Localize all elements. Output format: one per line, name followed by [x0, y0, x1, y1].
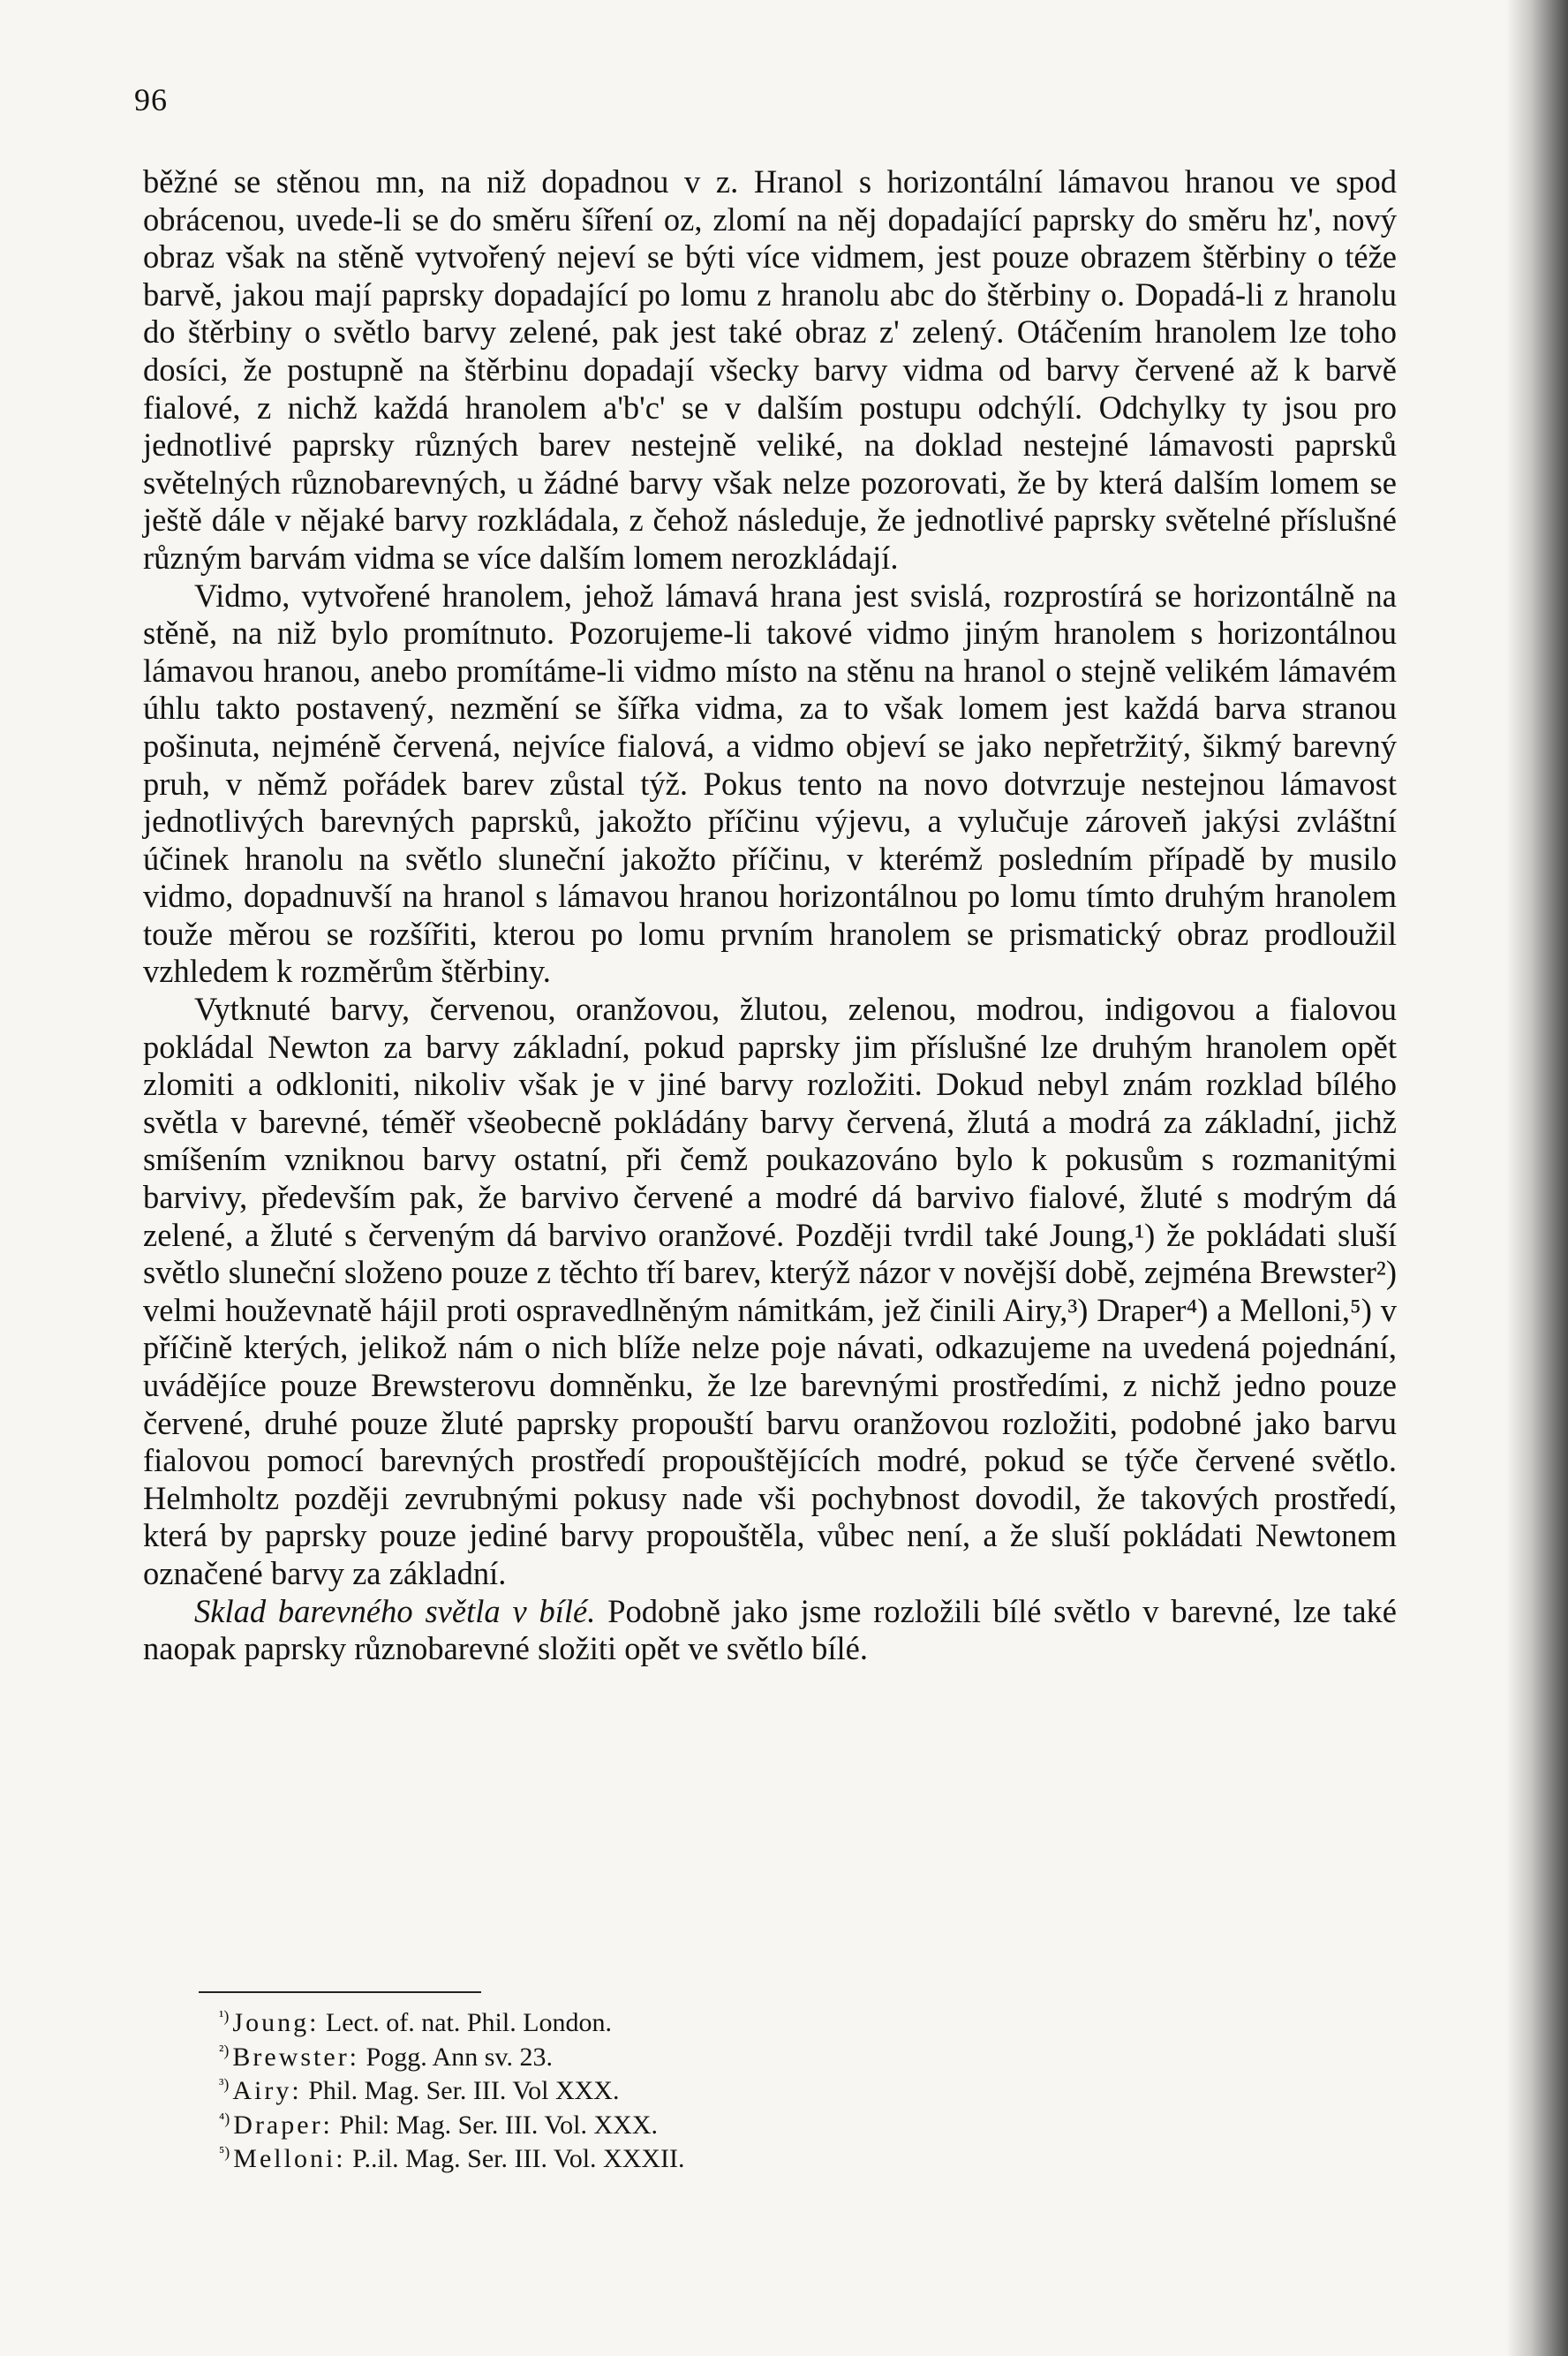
footnote-reference: Phil. Mag. Ser. III. Vol XXX.	[308, 2076, 620, 2105]
footnote-mark: ⁴)	[219, 2109, 230, 2127]
footnote-mark: ³)	[219, 2075, 230, 2093]
body-text	[143, 163, 1397, 1668]
footnote-author: Draper:	[233, 2110, 333, 2140]
footnote-author: Joung:	[232, 2008, 320, 2037]
emphasized-term: Sklad barevného světla v bílé.	[194, 1592, 596, 1629]
footnote-mark: ⁵)	[219, 2143, 230, 2161]
footnote-mark: ¹)	[219, 2007, 230, 2025]
paragraph-4	[143, 1593, 1397, 1668]
footnote-rule	[199, 1991, 481, 1993]
footnote	[219, 2037, 1014, 2072]
paragraph-1: běžné se stěnou mn, na niž dopadnou v z. Hranol s horizontální lámavou hranou ve spod obrácenou, uvede-li se do směru šíření oz, zlomí na něj dopadající paprsky do směru hz', nový obraz však na stěně vytvořený nejeví se býti více vidmem, jest pouze obrazem štěrbiny o téže barvě, jakou mají paprsky dopadající po lomu z hranolu abc do štěrbiny o. Dopadá-li z hranolu do štěrbiny o světlo barvy zelené, pak jest také obraz z' zelený. Otáčením hranolem lze toho dosíci, že postupně na štěrbinu dopadají všecky barvy vidma od barvy červené až k barvě fialové, z nichž každá hranolem a'b'c' se v dalším postupu odchýlí. Odchylky ty jsou pro jednotlivé paprsky různých barev nestejně veliké, na doklad nestejné lámavosti paprsků světelných různobarevných, u žádné barvy však nelze pozorovati, že by která dalším lomem se ještě dále v nějaké barvy rozkládala, z čehož následuje, že jednotlivé paprsky světelné příslušné různým barvám vidma se více dalším lomem nerozkládají.	[143, 163, 1397, 576]
footnote	[219, 2003, 1014, 2037]
footnote-reference: Phil: Mag. Ser. III. Vol. XXX.	[339, 2110, 658, 2140]
footnote-mark: ²)	[219, 2041, 230, 2059]
paragraph-2: Vidmo, vytvořené hranolem, jehož lámavá hrana jest svislá, rozprostírá se horizontálně na stěně, na niž bylo promítnuto. Pozorujeme-li takové vidmo jiným hranolem s horizontálnou lámavou hranou, anebo promítáme-li vidmo místo na stěnu na hranol o stejně velikém lámavém úhlu takto postavený, nezmění se šířka vidma, za to však lomem jest každá barva stranou pošinuta, nejméně červená, nejvíce fialová, a vidmo objeví se jako nepřetržitý, šikmý barevný pruh, v němž pořádek barev zůstal týž. Pokus tento na novo dotvrzuje nestejnou lámavost jednotlivých barevných paprsků, jakožto příčinu výjevu, a vylučuje zároveň jakýsi zvláštní účinek hranolu na světlo sluneční jakožto příčinu, v kterémž posledním případě by musilo vidmo, dopadnuvší na hranol s lámavou hranou horizontálnou po lomu tímto druhým hranolem touže měrou se rozšířiti, kterou po lomu prvním hranolem se prismatický obraz prodloužil vzhledem k rozměrům štěrbiny.	[143, 577, 1397, 990]
paragraph-3: Vytknuté barvy, červenou, oranžovou, žlutou, zelenou, modrou, indigovou a fialovou pokládal Newton za barvy základní, pokud paprsky jim příslušné lze druhým hranolem opět zlomiti a odkloniti, nikoliv však je v jiné barvy rozložiti. Dokud nebyl znám rozklad bílého světla v barevné, téměř všeobecně pokládány barvy červená, žlutá a modrá za základní, jichž smíšením vzniknou barvy ostatní, při čemž poukazováno bylo k pokusům s rozmanitými barvivy, především pak, že barvivo červené a modré dá barvivo fialové, žluté s modrým dá zelené, a žluté s červeným dá barvivo oranžové. Později tvrdil také Joung,¹) že pokládati sluší světlo sluneční složeno pouze z těchto tří barev, kterýž názor v novější době, zejména Brewster²) velmi houževnatě hájil proti ospravedlněným námitkám, jež činili Airy,³) Draper⁴) a Melloni,⁵) v příčině kterých, jelikož nám o nich blíže nelze poje návati, odkazujeme na uvedená pojednání, uvádějíce pouze Brewsterovu domněnku, že lze barevnými prostředími, z nichž jedno pouze červené, druhé pouze žluté paprsky propouští barvu oranžovou rozložiti, podobné jako barvu fialovou pomocí barevných prostředí propouštějících modré, pokud se týče červené světlo. Helmholtz později zevrubnými pokusy nade vši pochybnost dovodil, že takových prostředí, která by paprsky pouze jediné barvy propouštěla, vůbec není, a že sluší pokládati Newtonem označené barvy za základní.	[143, 991, 1397, 1591]
footnote-reference: Lect. of. nat. Phil. London.	[325, 2008, 613, 2037]
footnote	[219, 2071, 1014, 2105]
footnote	[219, 2105, 1014, 2140]
page-edge-shadow	[1506, 0, 1568, 2356]
footnote-author: Airy:	[232, 2076, 302, 2105]
footnotes	[219, 2003, 1014, 2173]
footnote-reference: P..il. Mag. Ser. III. Vol. XXXII.	[352, 2144, 685, 2173]
footnote-author: Brewster:	[232, 2042, 360, 2072]
footnote-author: Melloni:	[233, 2144, 346, 2173]
paragraph-4-text: Podobně jako jsme rozložili bílé světlo v barevné, lze také naopak paprsky různobarevné složiti opět ve světlo bílé.	[143, 1592, 1398, 1667]
footnote	[219, 2139, 1014, 2173]
footnote-reference: Pogg. Ann sv. 23.	[366, 2042, 553, 2072]
page-number: 96	[134, 82, 168, 117]
